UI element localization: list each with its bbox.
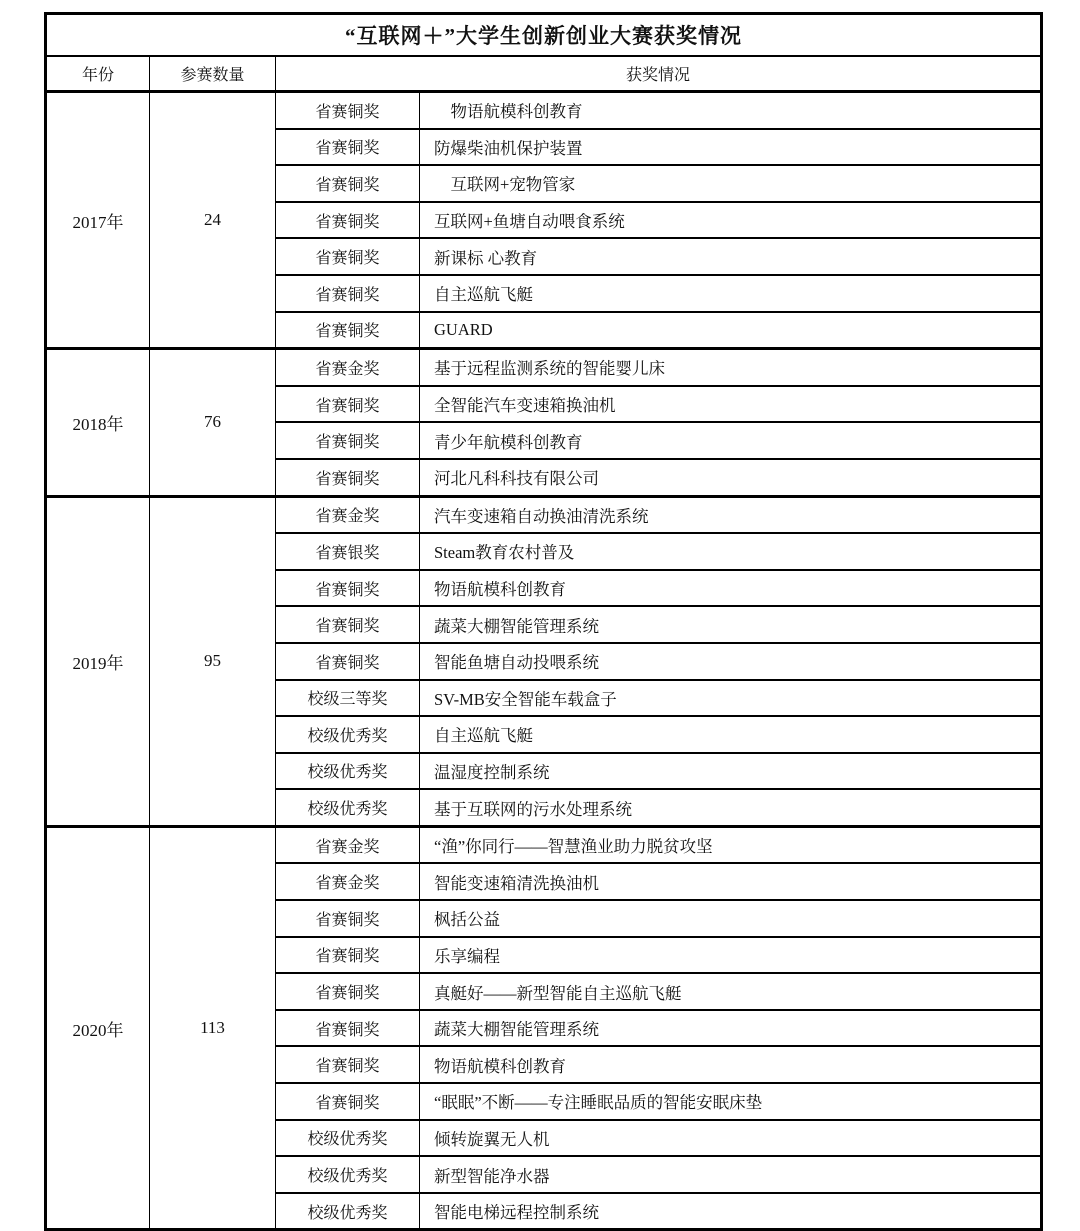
- project-name-cell: 倾转旋翼无人机: [420, 1120, 1042, 1157]
- award-level-cell: 省赛铜奖: [276, 202, 420, 239]
- participant-count-cell: 113: [150, 826, 276, 1230]
- project-name-cell: 蔬菜大棚智能管理系统: [420, 1010, 1042, 1047]
- project-name-cell: 蔬菜大棚智能管理系统: [420, 606, 1042, 643]
- year-cell: 2019年: [46, 496, 150, 826]
- award-level-cell: 省赛铜奖: [276, 312, 420, 349]
- project-name-cell: “眠眠”不断——专注睡眠品质的智能安眠床垫: [420, 1083, 1042, 1120]
- award-level-cell: 省赛铜奖: [276, 422, 420, 459]
- project-name-cell: 互联网+宠物管家: [420, 165, 1042, 202]
- project-name-cell: 温湿度控制系统: [420, 753, 1042, 790]
- award-level-cell: 省赛铜奖: [276, 606, 420, 643]
- award-level-cell: 省赛铜奖: [276, 459, 420, 496]
- awards-table-head: [46, 14, 1042, 92]
- award-level-cell: 省赛铜奖: [276, 643, 420, 680]
- project-name-cell: “渔”你同行——智慧渔业助力脱贫攻坚: [420, 826, 1042, 863]
- participant-count-cell: 76: [150, 349, 276, 496]
- award-level-cell: 省赛铜奖: [276, 165, 420, 202]
- project-name-cell: 互联网+鱼塘自动喂食系统: [420, 202, 1042, 239]
- awards-table: [44, 12, 1043, 1231]
- award-level-cell: 校级优秀奖: [276, 1193, 420, 1230]
- project-name-cell: 青少年航模科创教育: [420, 422, 1042, 459]
- award-level-cell: 省赛铜奖: [276, 129, 420, 166]
- award-level-cell: 校级优秀奖: [276, 716, 420, 753]
- award-level-cell: 省赛金奖: [276, 826, 420, 863]
- project-name-cell: 智能变速箱清洗换油机: [420, 863, 1042, 900]
- award-level-cell: 省赛铜奖: [276, 386, 420, 423]
- project-name-cell: 乐享编程: [420, 937, 1042, 974]
- project-name-cell: GUARD: [420, 312, 1042, 349]
- project-name-cell: 河北凡科科技有限公司: [420, 459, 1042, 496]
- year-cell: 2018年: [46, 349, 150, 496]
- project-name-cell: 基于远程监测系统的智能婴儿床: [420, 349, 1042, 386]
- project-name-cell: 自主巡航飞艇: [420, 716, 1042, 753]
- participant-count-cell: 95: [150, 496, 276, 826]
- table-title: “互联网＋”大学生创新创业大赛获奖情况: [46, 14, 1042, 57]
- table-row: [46, 826, 1042, 863]
- award-level-cell: 省赛铜奖: [276, 92, 420, 129]
- project-name-cell: 基于互联网的污水处理系统: [420, 789, 1042, 826]
- award-level-cell: 省赛金奖: [276, 349, 420, 386]
- project-name-cell: 枫括公益: [420, 900, 1042, 937]
- award-level-cell: 省赛铜奖: [276, 937, 420, 974]
- table-row: [46, 92, 1042, 129]
- project-name-cell: 物语航模科创教育: [420, 92, 1042, 129]
- header-row: [46, 56, 1042, 92]
- award-level-cell: 省赛铜奖: [276, 900, 420, 937]
- award-level-cell: 省赛铜奖: [276, 238, 420, 275]
- project-name-cell: 防爆柴油机保护装置: [420, 129, 1042, 166]
- project-name-cell: 智能电梯远程控制系统: [420, 1193, 1042, 1230]
- award-level-cell: 省赛铜奖: [276, 1083, 420, 1120]
- award-level-cell: 省赛金奖: [276, 496, 420, 533]
- award-level-cell: 省赛金奖: [276, 863, 420, 900]
- award-level-cell: 校级三等奖: [276, 680, 420, 717]
- award-level-cell: 省赛铜奖: [276, 275, 420, 312]
- award-level-cell: 校级优秀奖: [276, 753, 420, 790]
- project-name-cell: 新课标 心教育: [420, 238, 1042, 275]
- project-name-cell: 全智能汽车变速箱换油机: [420, 386, 1042, 423]
- award-level-cell: 省赛铜奖: [276, 570, 420, 607]
- award-level-cell: 省赛银奖: [276, 533, 420, 570]
- project-name-cell: Steam教育农村普及: [420, 533, 1042, 570]
- table-row: [46, 496, 1042, 533]
- year-cell: 2017年: [46, 92, 150, 349]
- participant-count-cell: 24: [150, 92, 276, 349]
- awards-table-body: [46, 92, 1042, 1230]
- project-name-cell: 自主巡航飞艇: [420, 275, 1042, 312]
- award-level-cell: 省赛铜奖: [276, 1010, 420, 1047]
- project-name-cell: 汽车变速箱自动换油清洗系统: [420, 496, 1042, 533]
- award-level-cell: 校级优秀奖: [276, 1156, 420, 1193]
- project-name-cell: SV-MB安全智能车载盒子: [420, 680, 1042, 717]
- table-row: [46, 349, 1042, 386]
- award-level-cell: 省赛铜奖: [276, 973, 420, 1010]
- award-level-cell: 校级优秀奖: [276, 789, 420, 826]
- award-level-cell: 校级优秀奖: [276, 1120, 420, 1157]
- project-name-cell: 真艇好——新型智能自主巡航飞艇: [420, 973, 1042, 1010]
- project-name-cell: 智能鱼塘自动投喂系统: [420, 643, 1042, 680]
- project-name-cell: 物语航模科创教育: [420, 570, 1042, 607]
- project-name-cell: 物语航模科创教育: [420, 1046, 1042, 1083]
- column-header-awards: 获奖情况: [276, 56, 1042, 92]
- title-row: [46, 14, 1042, 57]
- column-header-count: 参赛数量: [150, 56, 276, 92]
- column-header-year: 年份: [46, 56, 150, 92]
- award-level-cell: 省赛铜奖: [276, 1046, 420, 1083]
- project-name-cell: 新型智能净水器: [420, 1156, 1042, 1193]
- year-cell: 2020年: [46, 826, 150, 1230]
